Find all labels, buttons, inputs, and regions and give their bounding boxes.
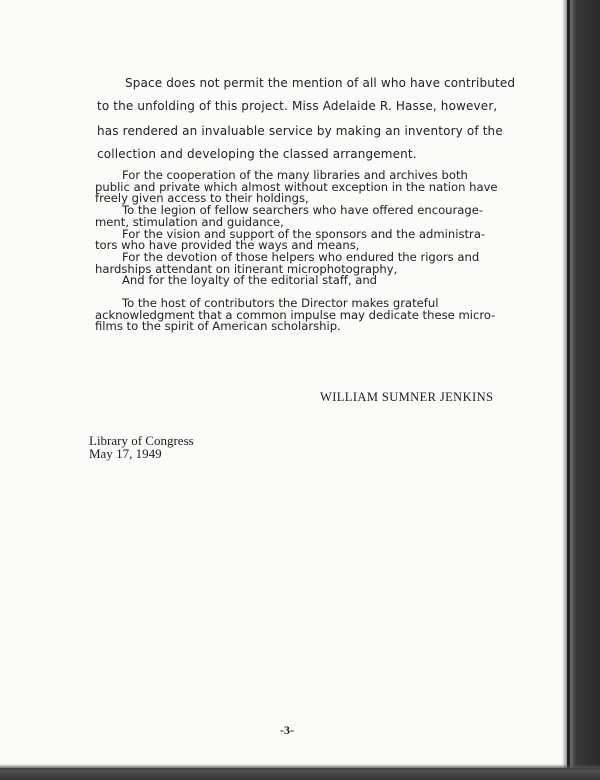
- ack-line: tors who have provided the ways and means,: [95, 238, 360, 253]
- signature: WILLIAM SUMNER JENKINS: [320, 390, 494, 404]
- ack-line: ment, stimulation and guidance,: [95, 214, 284, 229]
- ack-line: And for the loyalty of the editorial staff, and: [122, 273, 378, 288]
- place-date-block: [89, 434, 194, 460]
- ack-line: For the vision and support of the sponsors and the administra-: [122, 226, 486, 241]
- upper-line-1: Space does not permit the mention of all who have contributed: [125, 76, 516, 90]
- scan-edge-bottom-line: [0, 768, 600, 770]
- ack-line: hardships attendant on itinerant microphotography,: [95, 261, 398, 276]
- scan-edge-line: [567, 0, 570, 780]
- upper-line-4: collection and developing the classed arrangement.: [97, 147, 417, 161]
- scan-edge-bottom: [0, 764, 600, 780]
- ack-line: To the legion of fellow searchers who have offered encourage-: [122, 203, 484, 218]
- closing-line: films to the spirit of American scholarship.: [95, 319, 341, 334]
- acknowledgments-block: [95, 170, 500, 333]
- closing-line: To the host of contributors the Director makes grateful: [122, 296, 439, 311]
- ack-line: public and private which almost without exception in the nation have: [95, 179, 498, 194]
- ack-line: For the devotion of those helpers who endured the rigors and: [122, 249, 480, 264]
- upper-line-3: has rendered an invaluable service by making an inventory of the: [97, 124, 503, 138]
- ack-line: freely given access to their holdings,: [95, 191, 309, 206]
- upper-line-2: to the unfolding of this project. Miss Adelaide R. Hasse, however,: [97, 99, 498, 113]
- closing-line: acknowledgment that a common impulse may dedicate these micro-: [95, 307, 496, 322]
- place: Library of Congress: [89, 433, 194, 448]
- date: May 17, 1949: [89, 446, 162, 461]
- page-number: -3-: [280, 723, 294, 737]
- ack-line: For the cooperation of the many libraries and archives both: [122, 168, 468, 182]
